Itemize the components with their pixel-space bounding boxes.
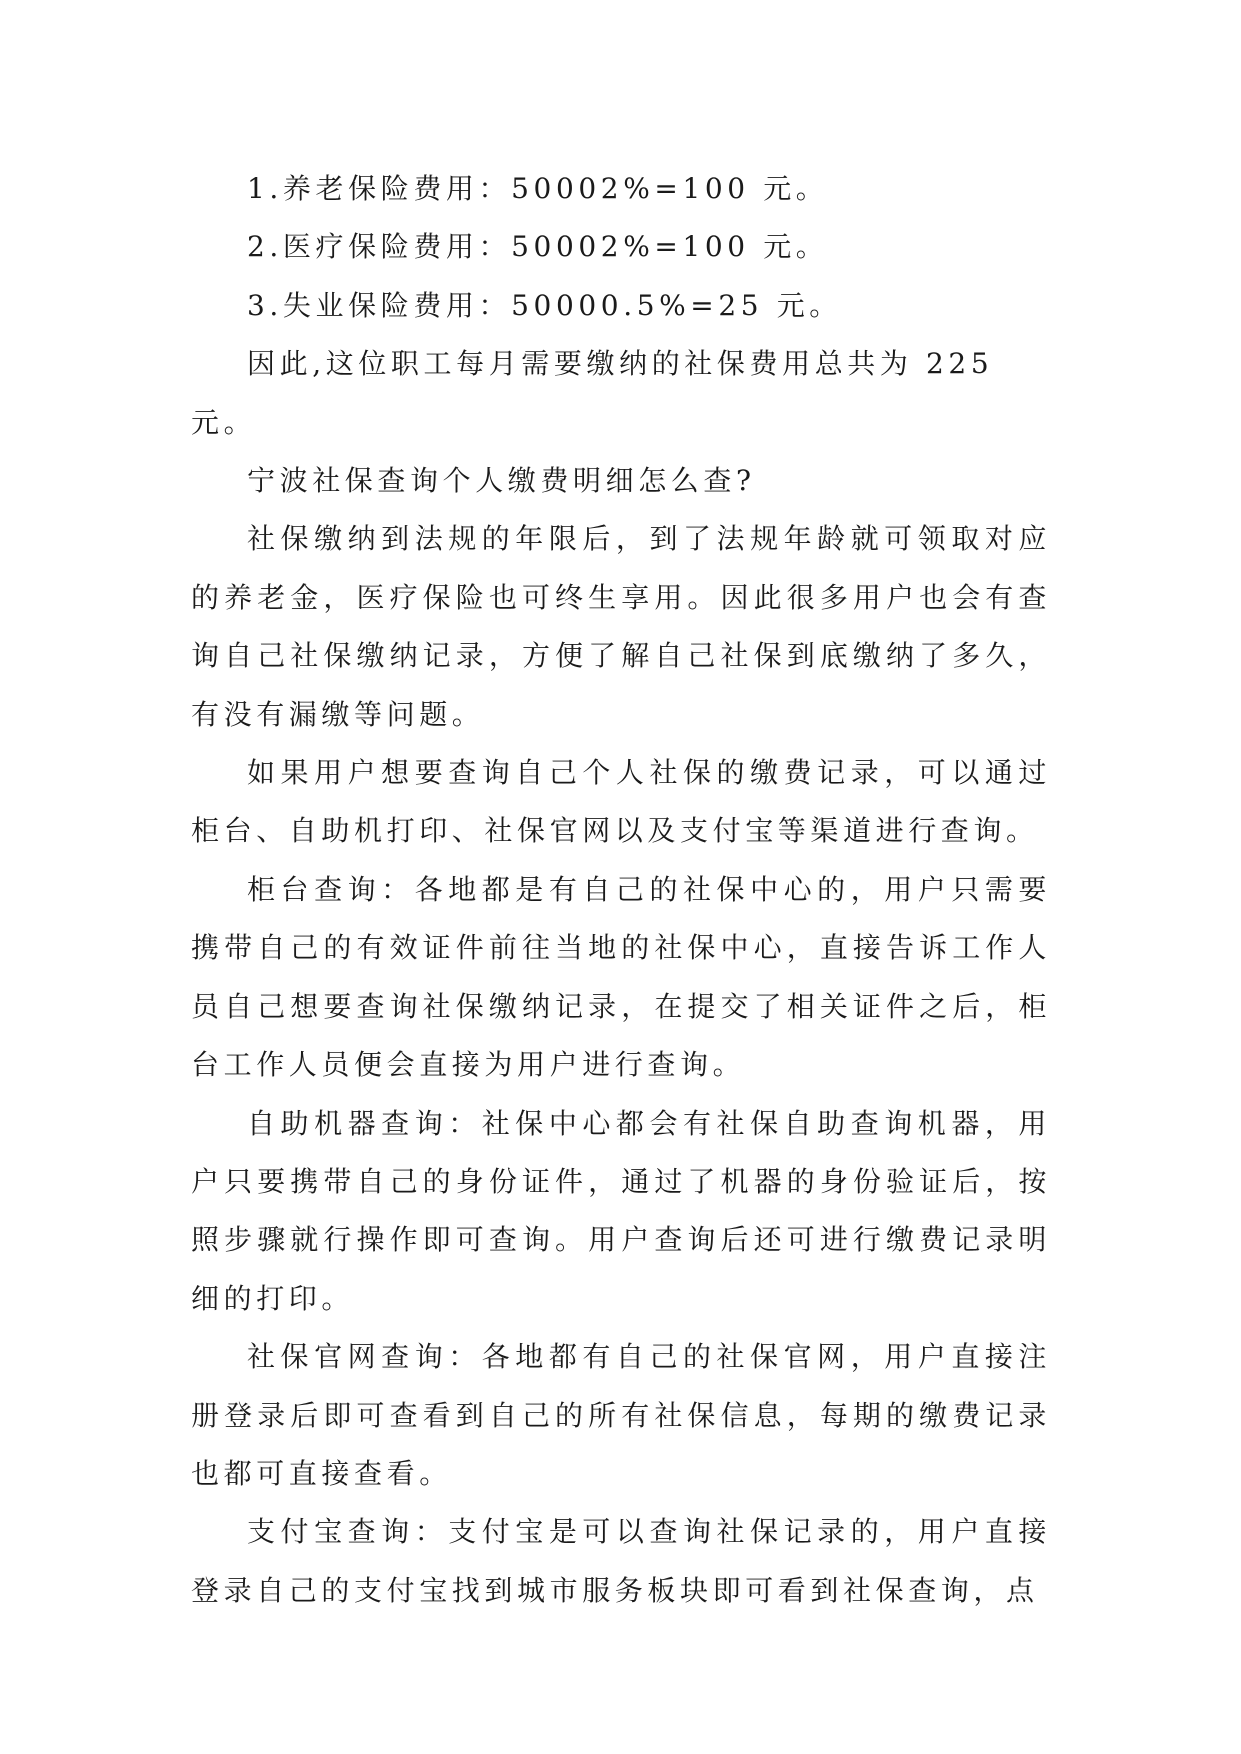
paragraph-counter-query: 柜台查询：各地都是有自己的社保中心的，用户只需要携带自己的有效证件前往当地的社保中心，直接告诉工作人员自己想要查询社保缴纳记录，在提交了相关证件之后，柜台工作人员便会直接为用户进行查询。 [191, 872, 1051, 1082]
paragraph-alipay-query: 支付宝查询：支付宝是可以查询社保记录的，用户直接登录自己的支付宝找到城市服务板块即可看到社保查询，点 [191, 1515, 1051, 1607]
paragraph-medical-fee: 2.医疗保险费用：50002%=100 元。 [247, 230, 829, 264]
document-body [191, 160, 1051, 1620]
paragraph-website-query: 社保官网查询：各地都有自己的社保官网，用户直接注册登录后即可查看到自己的所有社保信息，每期的缴费记录也都可直接查看。 [191, 1340, 1051, 1490]
paragraph-total-fee: 因此,这位职工每月需要缴纳的社保费用总共为 225 元。 [191, 347, 994, 439]
paragraph-intro: 社保缴纳到法规的年限后，到了法规年龄就可领取对应的养老金，医疗保险也可终生享用。因此很多用户也会有查询自己社保缴纳记录，方便了解自己社保到底缴纳了多久，有没有漏缴等问题。 [191, 522, 1051, 731]
paragraph-pension-fee: 1.养老保险费用：50002%=100 元。 [247, 172, 829, 205]
paragraph-unemployment-fee: 3.失业保险费用：50000.5%=25 元。 [247, 288, 842, 322]
paragraph-self-service-query: 自助机器查询：社保中心都会有社保自助查询机器，用户只要携带自己的身份证件，通过了机器的身份验证后，按照步骤就行操作即可查询。用户查询后还可进行缴费记录明细的打印。 [191, 1106, 1051, 1315]
paragraph-channels: 如果用户想要查询自己个人社保的缴费记录，可以通过柜台、自助机打印、社保官网以及支付宝等渠道进行查询。 [191, 756, 1051, 848]
section-heading-query: 宁波社保查询个人缴费明细怎么查? [247, 464, 756, 498]
